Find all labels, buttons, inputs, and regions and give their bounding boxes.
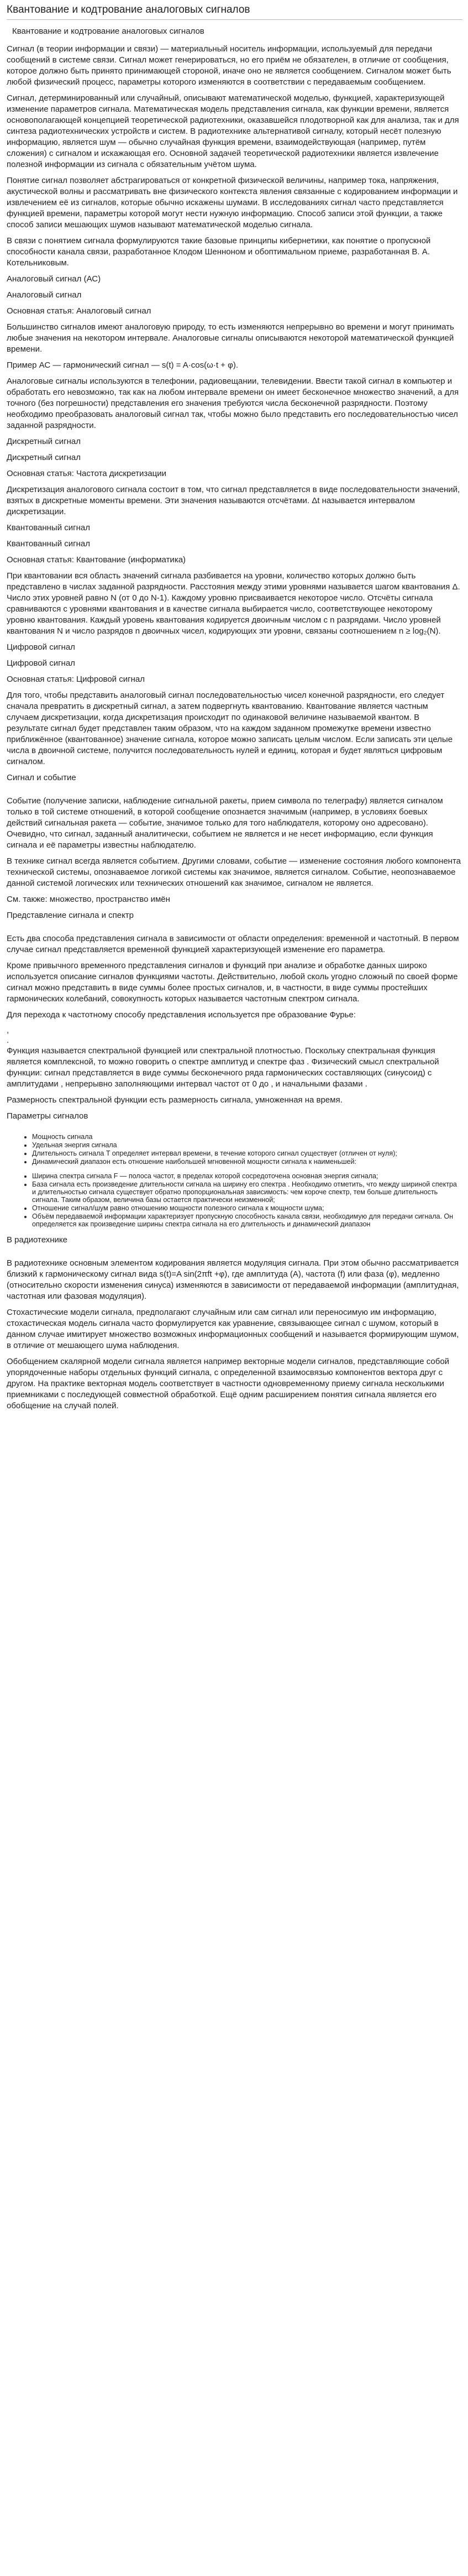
paragraph: Понятие сигнал позволяет абстрагироваться от конкретной физической величины, например тока, напряжения, акустической волны и рассматривать вне физического контекста явления связанные с кодированием информации и извлечением её из сигналов, которые обычно искажены шумами. В исследованиях сигнал часто представляется функцией времени, параметры которой могут нести нужную информацию. Способ записи этой функции, а также способ записи мешающих шумов называют математической моделью сигнала. xyxy=(7,176,458,229)
paragraph: Пример АС — гармонический сигнал — s(t) = A·cos(ω·t + φ). xyxy=(7,360,238,370)
list-item: • Удельная энергия сигнала xyxy=(32,1141,462,1149)
list-item: • Ширина спектра сигнала F — полоса частот, в пределах которой сосредоточена основная энергия сигнала; xyxy=(32,1172,462,1180)
paragraph: Цифровой сигнал xyxy=(7,642,75,652)
list-item: • Отношение сигнал/шум равно отношению мощности полезного сигнала к мощности шума; xyxy=(32,1204,462,1212)
paragraph: Основная статья: Квантование (информатика) xyxy=(7,555,186,565)
paragraph: Представление сигнала и спектр xyxy=(7,911,134,920)
list-item: • Объём передаваемой информации характеризует пропускную способность канала связи, необходимую для передачи сигнала. Он определяется как произведение ширины спектра сигнала на его длительность и динамический диапазон xyxy=(32,1213,462,1228)
paragraph: В технике сигнал всегда является событием. Другими словами, событие — изменение состояния любого компонента технической системы, опознаваемое логикой системы как значимое, является сигналом. Событие, неопознаваемое данной системой логических или технических отношений как значимое, сигналом не является. xyxy=(7,856,461,888)
paragraph: Дискретный сигнал xyxy=(7,453,81,462)
parameters-list xyxy=(7,1133,462,1228)
paragraph: , xyxy=(7,1026,9,1035)
paragraph: Основная статья: Частота дискретизации xyxy=(7,469,166,478)
list-item: • Динамический диапазон есть отношение наибольшей мгновенной мощности сигнала к наименьшей: xyxy=(32,1158,462,1166)
paragraph: В радиотехнике xyxy=(7,1235,67,1245)
paragraph: Аналоговый сигнал xyxy=(7,290,82,300)
paragraph: Квантованный сигнал xyxy=(7,523,90,532)
paragraph: Кроме привычного временного представления сигналов и функций при анализе и обработке данных широко используется описание сигналов функциями частоты. Действительно, любой сколь угодно сложный по своей форме сигнал можно представить в виде суммы более простых сигналов, и, в частности, в виде суммы простейших гармонических колебаний, совокупность которых называется частотным спектром сигнала. xyxy=(7,961,458,1004)
paragraph: Цифровой сигнал xyxy=(7,659,75,668)
paragraph: Размерность спектральной функции есть размерность сигнала, умноженная на время. xyxy=(7,1095,343,1105)
paragraph: Дискретизация аналогового сигнала состоит в том, что сигнал представляется в виде последовательности значений, взятых в дискретные моменты времени. Эти значения называются отсчётами. Δt называется интервалом дискретизации. xyxy=(7,485,460,516)
paragraph: Основная статья: Цифровой сигнал xyxy=(7,675,145,684)
paragraph: Есть два способа представления сигнала в зависимости от области определения: временной и частотный. В первом случае сигнал представляется временной функцией характеризующей изменение его параметра. xyxy=(7,934,459,954)
paragraph: Стохастические модели сигнала, предполагают случайным или сам сигнал или переносимую им информацию, стохастическая модель сигнала часто формулируется как уравнение, связывающее сигнал с шумом, который в данном случае имитирует множество возможных информационных сообщений и называется формирующим шумом, в отличие от мешающего шума наблюдения. xyxy=(7,1308,459,1350)
article-body-continued xyxy=(7,1235,462,1412)
list-item xyxy=(32,1166,462,1172)
paragraph: Квантованный сигнал xyxy=(7,539,90,548)
paragraph: Обобщением скалярной модели сигнала является например векторные модели сигналов, представляющие собой упорядоченные наборы отдельных функций сигнала, с определенной взаимосвязью компонентов вектора друг с другом. На практике векторная модель соответствует в частности одновременному приему сигнала несколькими приемниками с последующей совместной обработкой. Ещё одним расширением понятия сигнала является его обобщение на случай полей. xyxy=(7,1357,450,1410)
paragraph: Дискретный сигнал xyxy=(7,437,81,446)
article-body xyxy=(7,44,462,1122)
paragraph: В радиотехнике основным элементом кодирования является модуляция сигнала. При этом обычно рассматривается близкий к гармоническому сигнал вида s(t)=A sin(2πft +φ), где амплитуда (A), частота (f) или фаза (φ), медленно (относительно скорости изменения синуса) изменяются в зависимости от передаваемой информации (амплитудная, частотная или фазовая модуляция). xyxy=(7,1258,459,1301)
paragraph: Большинство сигналов имеют аналоговую природу, то есть изменяются непрерывно во времени и могут принимать любые значения на некотором интервале. Аналоговые сигналы описываются некоторой математической функцией времени. xyxy=(7,322,454,354)
paragraph: Для того, чтобы представить аналоговый сигнал последовательностью чисел конечной разрядности, его следует сначала превратить в дискретный сигнал, а затем подвергнуть квантованию. Квантование является частным случаем дискретизации, когда дискретизация происходит по одинаковой величине называемой квантом. В результате сигнал будет представлен таким образом, что на каждом заданном промежутке времени известно приближённое (квантованное) значение сигнала, которое можно записать целым числом. Если записать эти целые числа в двоичной системе, получится последовательность нулей и единиц, которая и будет являться цифровым сигналом. xyxy=(7,691,453,766)
paragraph: Событие (получение записки, наблюдение сигнальной ракеты, прием символа по телеграфу) является сигналом только в той системе отношений, в которой сообщение опознается значимым (например, в условиях боевых действий сигнальная ракета — событие, значимое только для того наблюдателя, которому оно адресовано). Очевидно, что сигнал, заданный аналитически, событием не является и не несет информацию, если функция сигнала и её параметры известны наблюдателю. xyxy=(7,796,443,850)
paragraph: Сигнал (в теории информации и связи) — материальный носитель информации, используемый для передачи сообщений в системе связи. Сигнал может генерироваться, но его приём не обязателен, в отличие от сообщения, которое должно быть принято принимающей стороной, иначе оно не является сообщением. Сигналом может быть любой физический процесс, параметры которого изменяются в соответствии с передаваемым сообщением. xyxy=(7,44,451,87)
paragraph: . xyxy=(7,1036,9,1045)
paragraph: Для перехода к частотному способу представления используется пре образование Фурье: xyxy=(7,1010,356,1020)
list-item: • Мощность сигнала xyxy=(32,1133,462,1141)
paragraph: Аналоговые сигналы используются в телефонии, радиовещании, телевидении. Ввести такой сигнал в компьютер и обработать его невозможно, так как на любом интервале времени он имеет бесконечное множество значений, а для точного (без погрешности) представления его значения требуются числа бесконечной разрядности. Поэтому необходимо преобразовать аналоговый сигнал так, чтобы можно было представить его последовательностью чисел заданной разрядности. xyxy=(7,377,459,430)
paragraph: Сигнал, детерминированный или случайный, описывают математической моделью, функцией, характеризующей изменение параметров сигнала. Математическая модель представления сигнала, как функции времени, является основополагающей концепцией теоретической радиотехники, оказавшейся плодотворной как для анализа, так и для синтеза радиотехнических устройств и систем. В радиотехнике альтернативой сигналу, который несёт полезную информацию, является шум — обычно случайная функция времени, взаимодействующая (например, путём сложения) с сигналом и искажающая его. Основной задачей теоретической радиотехники является извлечение полезной информации из сигнала с обязательным учётом шума. xyxy=(7,93,459,169)
page-title: Квантование и кодтрование аналоговых сигналов xyxy=(7,0,462,20)
paragraph: В связи с понятием сигнала формулируются такие базовые принципы кибернетики, как понятие о пропускной способности канала связи, разработанное Клодом Шенноном и обоптимальном приеме, разработанная В. А. Котельниковым. xyxy=(7,236,431,268)
paragraph: При квантовании вся область значений сигнала разбивается на уровни, количество которых должно быть представлено в числах заданной разрядности. Расстояния между этими уровнями называется шагом квантования Δ. Число этих уровней равно N (от 0 до N-1). Каждому уровню присваивается некоторое число. Отсчёты сигнала сравниваются с уровнями квантования и в качестве сигнала выбирается число, соответствующее некоторому уровню квантования. Каждый уровень квантования кодируется двоичным числом с n разрядами. Число уровней квантования N и число разрядов n двоичных чисел, кодирующих эти уровни, связаны соотношением n ≥ log₂(N). xyxy=(7,571,460,636)
page-subtitle: Квантование и кодтрование аналоговых сигналов xyxy=(12,27,204,36)
paragraph: См. также: множество, пространство имён xyxy=(7,895,170,904)
paragraph: Аналоговый сигнал (АС) xyxy=(7,274,101,284)
paragraph: Сигнал и событие xyxy=(7,773,76,782)
paragraph: Основная статья: Аналоговый сигнал xyxy=(7,306,151,316)
list-item: • База сигнала есть произведение длительности сигнала на ширину его спектра . Необходимо отметить, что между шириной спектра и длительностью сигнала существует обратно пропорциональная зависимость: чем короче спектр, тем больше длительность сигнала. Таким образом, величина базы остается практически неизменной; xyxy=(32,1180,462,1204)
list-item: • Длительность сигнала T определяет интервал времени, в течение которого сигнал существует (отличен от нуля); xyxy=(32,1149,462,1157)
paragraph: Параметры сигналов xyxy=(7,1111,88,1121)
paragraph: Функция называется спектральной функцией или спектральной плотностью. Поскольку спектральная функция является комплексной, то можно говорить о спектре амплитуд и спектре фаз . Физический смысл спектральной функции: сигнал представляется в виде суммы бесконечного ряда гармонических составляющих (синусоид) с амплитудами , непрерывно заполняющими интервал частот от 0 до , и начальными фазами . xyxy=(7,1046,439,1089)
